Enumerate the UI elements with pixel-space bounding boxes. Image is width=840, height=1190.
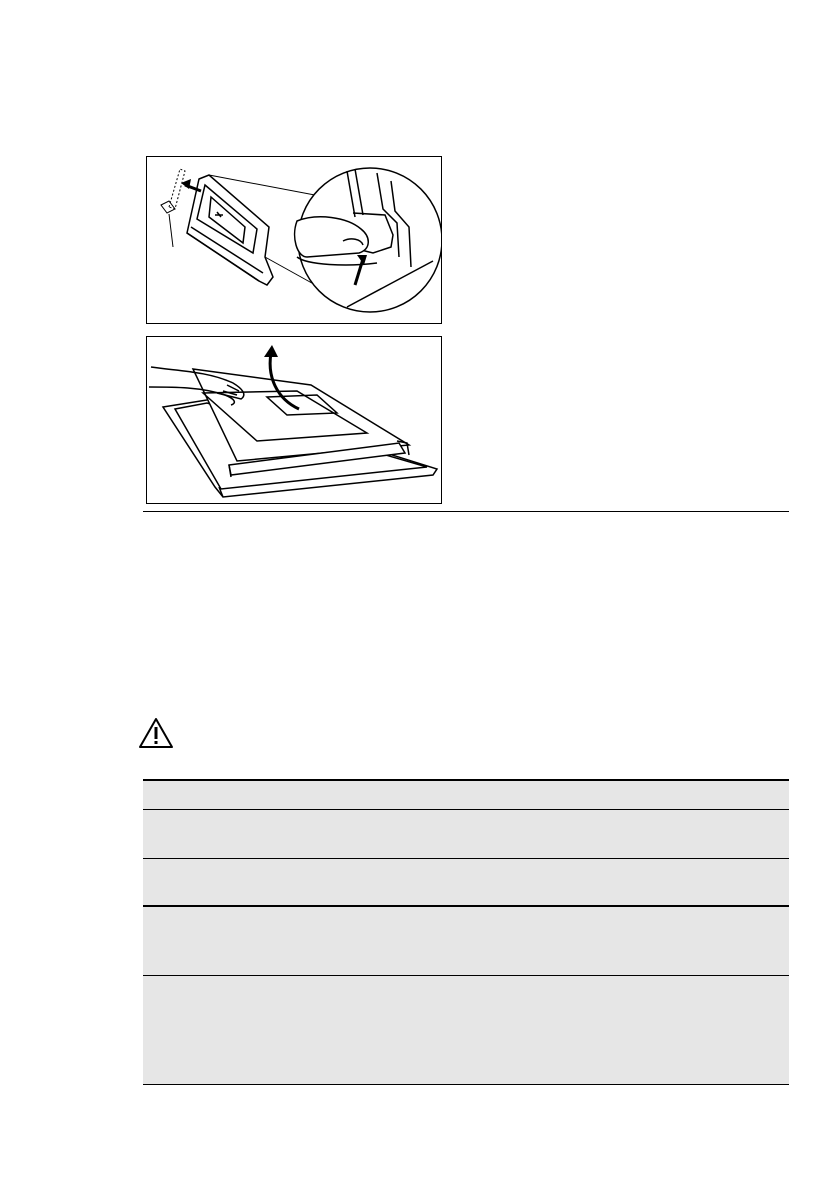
fastener-icon (161, 169, 185, 247)
table-cell (143, 859, 789, 871)
table-cell (143, 976, 789, 988)
table-row (143, 859, 789, 907)
table-cell (143, 810, 789, 822)
door-panel-lift-illustration (147, 337, 441, 503)
table-header-row (143, 779, 789, 810)
table-row (143, 976, 789, 1085)
table-cell (143, 907, 789, 919)
warning-triangle-icon (138, 717, 174, 749)
door-removal-figure-1 (146, 156, 442, 324)
section-divider (143, 511, 789, 512)
table-row (143, 907, 789, 976)
table-header-cell (143, 781, 789, 793)
door-panel-unlock-illustration (147, 157, 441, 323)
table-row (143, 810, 789, 859)
door-removal-figure-2 (146, 336, 442, 504)
info-table (143, 779, 789, 1085)
